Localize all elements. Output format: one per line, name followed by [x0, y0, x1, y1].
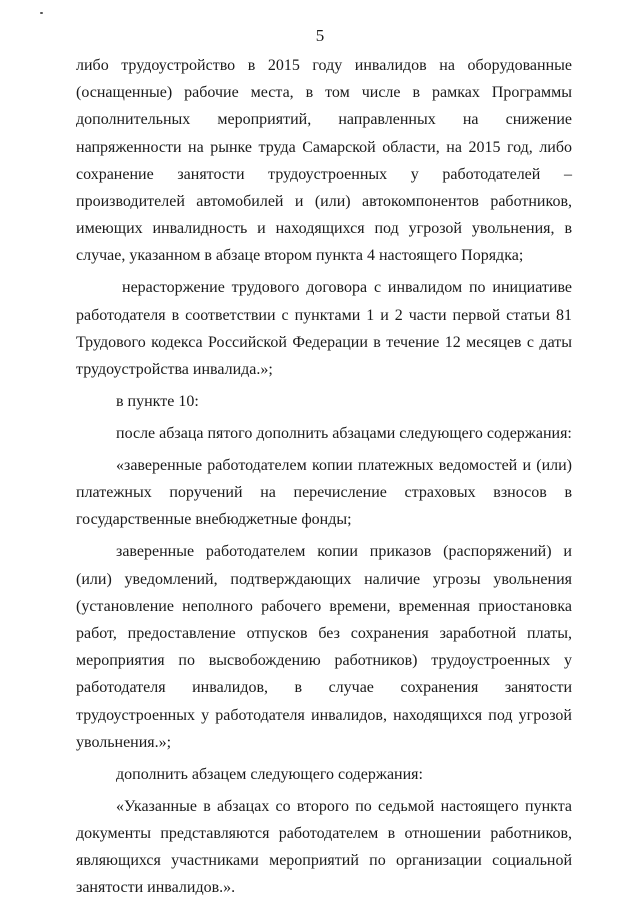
document-body [76, 52, 572, 906]
paragraph: после абзаца пятого дополнить абзацами следующего содержания: [116, 425, 572, 443]
paragraph: «Указанные в абзацах со второго по седьмой настоящего пункта документы представляются работодателем в отношении работников, являющихся участниками мероприятий по организации социальной занятости инвалидов.». [76, 797, 572, 897]
paragraph: в пункте 10: [116, 393, 199, 411]
page-number: 5 [315, 26, 325, 45]
paragraph: дополнить абзацем следующего содержания: [116, 765, 423, 783]
paragraph: «заверенные работодателем копии платежных ведомостей и (или) платежных поручений на перечисление страховых взносов в государственные внебюджетные фонды; [76, 457, 572, 529]
paragraph: нерасторжение трудового договора с инвалидом по инициативе работодателя в соответствии с пунктами 1 и 2 части первой статьи 81 Трудового кодекса Российской Федерации в течение 12 месяцев с даты трудоустройства инвалида.»; [76, 279, 572, 379]
scan-speck [40, 12, 43, 14]
paragraph: либо трудоустройство в 2015 году инвалидов на оборудованные (оснащенные) рабочие места, в том числе в рамках Программы дополнительных мероприятий, направленных на снижение напряженности на рынке труда Самарской области, на 2015 год, либо сохранение занятости трудоустроенных у работодателей – производителей автомобилей и (или) автокомпонентов работников, имеющих инвалидность и находящихся под угрозой увольнения, в случае, указанном в абзаце втором пункта 4 настоящего Порядка; [76, 57, 572, 265]
paragraph: заверенные работодателем копии приказов (распоряжений) и (или) уведомлений, подтверждающих наличие угрозы увольнения (установление неполного рабочего времени, временная приостановка работ, предоставление отпусков без сохранения заработной платы, мероприятия по высвобождению работников) трудоустроенных у работодателя инвалидов, в случае сохранения занятости трудоустроенных у работодателя инвалидов, находящихся под угрозой увольнения.»; [76, 543, 572, 751]
